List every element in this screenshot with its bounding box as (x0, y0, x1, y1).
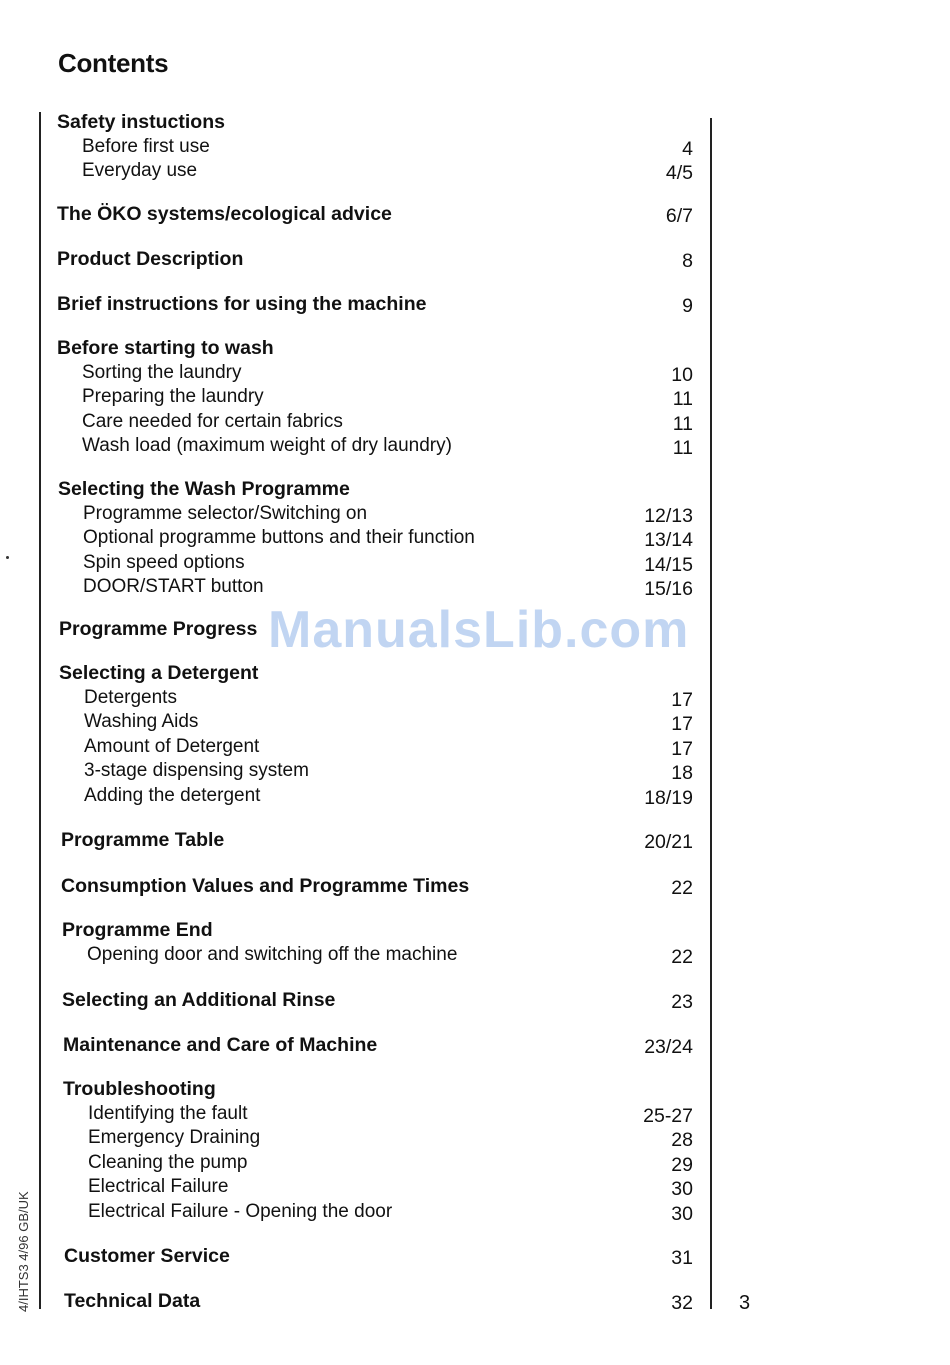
toc-page-number: 10 (671, 364, 693, 386)
toc-entry (0, 552, 700, 576)
toc-page-number: 23/24 (644, 1036, 693, 1058)
toc-page-number: 17 (671, 713, 693, 735)
toc-entry (0, 435, 700, 459)
toc-label: Wash load (maximum weight of dry laundry) (82, 435, 452, 456)
toc-entry (0, 1127, 700, 1151)
toc-heading (0, 919, 700, 943)
toc-page-number: 17 (671, 738, 693, 760)
toc-entry (0, 362, 700, 386)
toc-heading (0, 248, 700, 272)
toc-label: Technical Data (64, 1290, 201, 1312)
toc-heading (0, 203, 700, 227)
toc-heading (0, 478, 700, 502)
toc-label: Safety instuctions (57, 111, 225, 133)
toc-label: Product Description (57, 248, 244, 270)
toc-entry (0, 687, 700, 711)
toc-page-number: 9 (682, 295, 693, 317)
right-rule (710, 118, 712, 1309)
toc-entry (0, 1103, 700, 1127)
toc-page-number: 18/19 (644, 787, 693, 809)
toc-page-number: 17 (671, 689, 693, 711)
toc-heading (0, 337, 700, 361)
toc-page-number: 15/16 (644, 578, 693, 600)
toc-heading (0, 1078, 700, 1102)
toc-label: Programme Progress (59, 618, 258, 640)
toc-entry (0, 503, 700, 527)
toc-heading (0, 1245, 700, 1269)
toc-page-number: 4 (682, 138, 693, 160)
toc-page-number: 11 (672, 413, 693, 435)
toc-label: Selecting a Detergent (59, 662, 259, 684)
toc-label: Before first use (82, 136, 210, 157)
toc-entry (0, 411, 700, 435)
toc-label: Preparing the laundry (82, 386, 264, 407)
toc-label: Emergency Draining (88, 1127, 261, 1148)
toc-page-number: 31 (671, 1247, 693, 1269)
toc-heading (0, 829, 700, 853)
toc-label: 3-stage dispensing system (84, 760, 309, 781)
toc-page-number: 4/5 (665, 162, 693, 184)
toc-page-number: 25-27 (643, 1105, 693, 1127)
toc-label: Selecting an Additional Rinse (62, 989, 336, 1011)
toc-label: Sorting the laundry (82, 362, 242, 383)
toc-heading (0, 1034, 700, 1058)
toc-heading (0, 1290, 700, 1314)
toc-entry (0, 785, 700, 809)
toc-label: Spin speed options (83, 552, 245, 573)
toc-page-number: 32 (671, 1292, 693, 1314)
toc-label: Care needed for certain fabrics (82, 411, 343, 432)
toc-page-number: 13/14 (644, 529, 693, 551)
toc-label: Adding the detergent (84, 785, 261, 806)
toc-label: Selecting the Wash Programme (58, 478, 350, 500)
toc-label: Electrical Failure (88, 1176, 229, 1197)
toc-label: Detergents (84, 687, 177, 708)
document-code: 4/IHTS3 4/96 GB/UK (16, 1191, 31, 1312)
toc-entry (0, 711, 700, 735)
toc-heading (0, 662, 700, 686)
toc-entry (0, 386, 700, 410)
toc-page-number: 30 (671, 1178, 693, 1200)
toc-entry (0, 136, 700, 160)
toc-label: DOOR/START button (83, 576, 264, 597)
toc-page-number: 12/13 (644, 505, 693, 527)
toc-label: Amount of Detergent (84, 736, 260, 757)
toc-label: Customer Service (64, 1245, 230, 1267)
toc-page-number: 14/15 (644, 554, 693, 576)
toc-page-number: 30 (671, 1203, 693, 1225)
toc-label: Cleaning the pump (88, 1152, 248, 1173)
toc-entry (0, 1176, 700, 1200)
toc-page-number: 6/7 (665, 205, 693, 227)
toc-label: Programme selector/Switching on (83, 503, 368, 524)
toc-label: Maintenance and Care of Machine (63, 1034, 378, 1056)
toc-label: The ÖKO systems/ecological advice (57, 203, 392, 225)
toc-page-number: 11 (672, 388, 693, 410)
toc-label: Consumption Values and Programme Times (61, 875, 470, 897)
toc-page-number: 28 (671, 1129, 693, 1151)
toc-entry (0, 944, 700, 968)
toc-entry (0, 527, 700, 551)
toc-label: Brief instructions for using the machine (57, 293, 427, 315)
toc-page-number: 20/21 (644, 831, 693, 853)
toc-page-number: 23 (671, 991, 693, 1013)
toc-label: Identifying the fault (88, 1103, 248, 1124)
toc-page-number: 29 (671, 1154, 693, 1176)
toc-page-number: 11 (672, 437, 693, 459)
toc-label: Washing Aids (84, 711, 199, 732)
toc-entry (0, 1201, 700, 1225)
toc-label: Optional programme buttons and their function (83, 527, 475, 548)
watermark: ManualsLib.com (268, 601, 690, 659)
page-number: 3 (739, 1292, 751, 1314)
toc-label: Programme Table (61, 829, 225, 851)
toc-page-number: 8 (682, 250, 693, 272)
toc-page-number: 22 (671, 946, 693, 968)
toc-heading (0, 111, 700, 135)
toc-label: Programme End (62, 919, 213, 941)
toc-label: Everyday use (82, 160, 198, 181)
toc-label: Before starting to wash (57, 337, 274, 359)
toc-label: Opening door and switching off the machine (87, 944, 458, 965)
toc-heading (0, 293, 700, 317)
toc-label: Troubleshooting (63, 1078, 216, 1100)
toc-page-number: 22 (671, 877, 693, 899)
page-title: Contents (58, 48, 169, 78)
toc-page-number: 18 (671, 762, 693, 784)
toc-entry (0, 1152, 700, 1176)
toc-entry (0, 736, 700, 760)
toc-label: Electrical Failure - Opening the door (88, 1201, 393, 1222)
toc-heading (0, 989, 700, 1013)
toc-heading (0, 875, 700, 899)
toc-entry (0, 160, 700, 184)
toc-entry (0, 576, 700, 600)
toc-entry (0, 760, 700, 784)
